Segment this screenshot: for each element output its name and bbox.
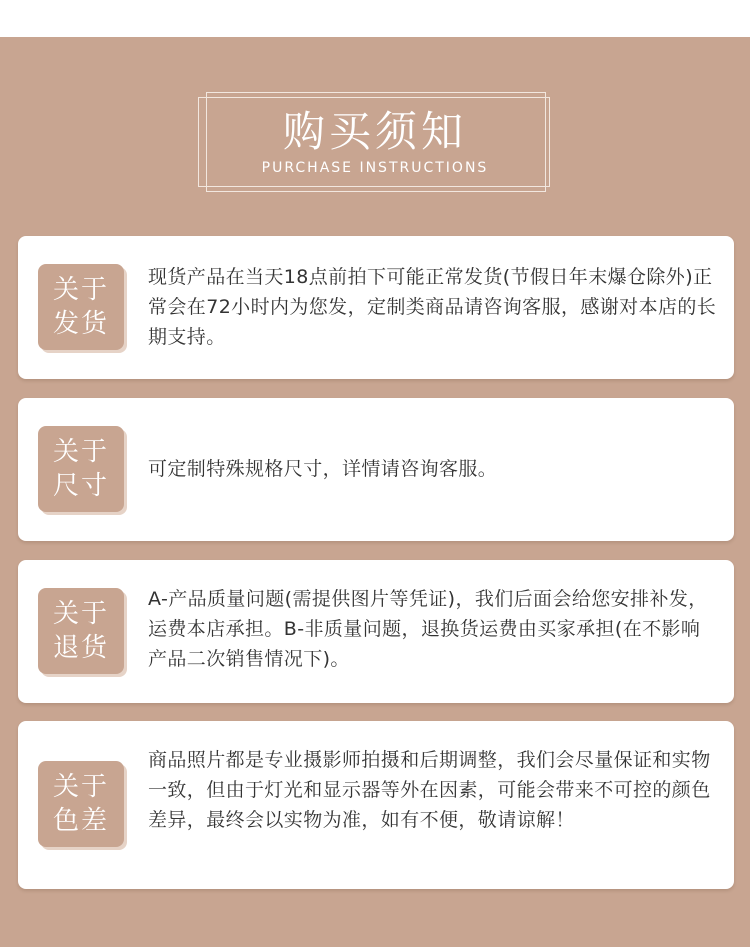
color-text: 商品照片都是专业摄影师拍摄和后期调整，我们会尽量保证和实物一致，但由于灯光和显示器等外在因素，可能会带来不可控的颜色差异，最终会以实物为准，如有不便，敬请谅解！ <box>148 749 711 831</box>
shipping-text: 现货产品在当天18点前拍下可能正常发货(节假日年末爆仓除外)正常会在72小时内为您发，定制类商品请咨询客服，感谢对本店的长期支持。 <box>148 266 717 348</box>
color-badge <box>38 761 124 847</box>
title-frame <box>198 92 552 192</box>
page-subtitle: PURCHASE INSTRUCTIONS <box>261 160 489 176</box>
badge-line2: 色差 <box>52 806 109 836</box>
returns-card <box>18 560 734 703</box>
badge-line1: 关于 <box>52 275 109 305</box>
badge-line1: 关于 <box>52 599 109 629</box>
badge-line2: 尺寸 <box>52 471 109 501</box>
size-card <box>18 398 734 541</box>
shipping-badge <box>38 264 124 350</box>
size-badge <box>38 426 124 512</box>
size-text: 可定制特殊规格尺寸，详情请咨询客服。 <box>148 458 498 480</box>
badge-line1: 关于 <box>52 437 109 467</box>
shipping-card <box>18 236 734 379</box>
top-white-strip <box>0 0 750 37</box>
badge-line1: 关于 <box>52 772 109 802</box>
returns-badge <box>38 588 124 674</box>
badge-line2: 退货 <box>52 633 109 663</box>
page-title: 购买须知 <box>282 107 467 156</box>
returns-text: A-产品质量问题(需提供图片等凭证)，我们后面会给您安排补发，运费本店承担。B-非质量问题，退换货运费由买家承担(在不影响产品二次销售情况下)。 <box>148 588 708 670</box>
color-card <box>18 721 734 889</box>
badge-line2: 发货 <box>52 309 109 339</box>
